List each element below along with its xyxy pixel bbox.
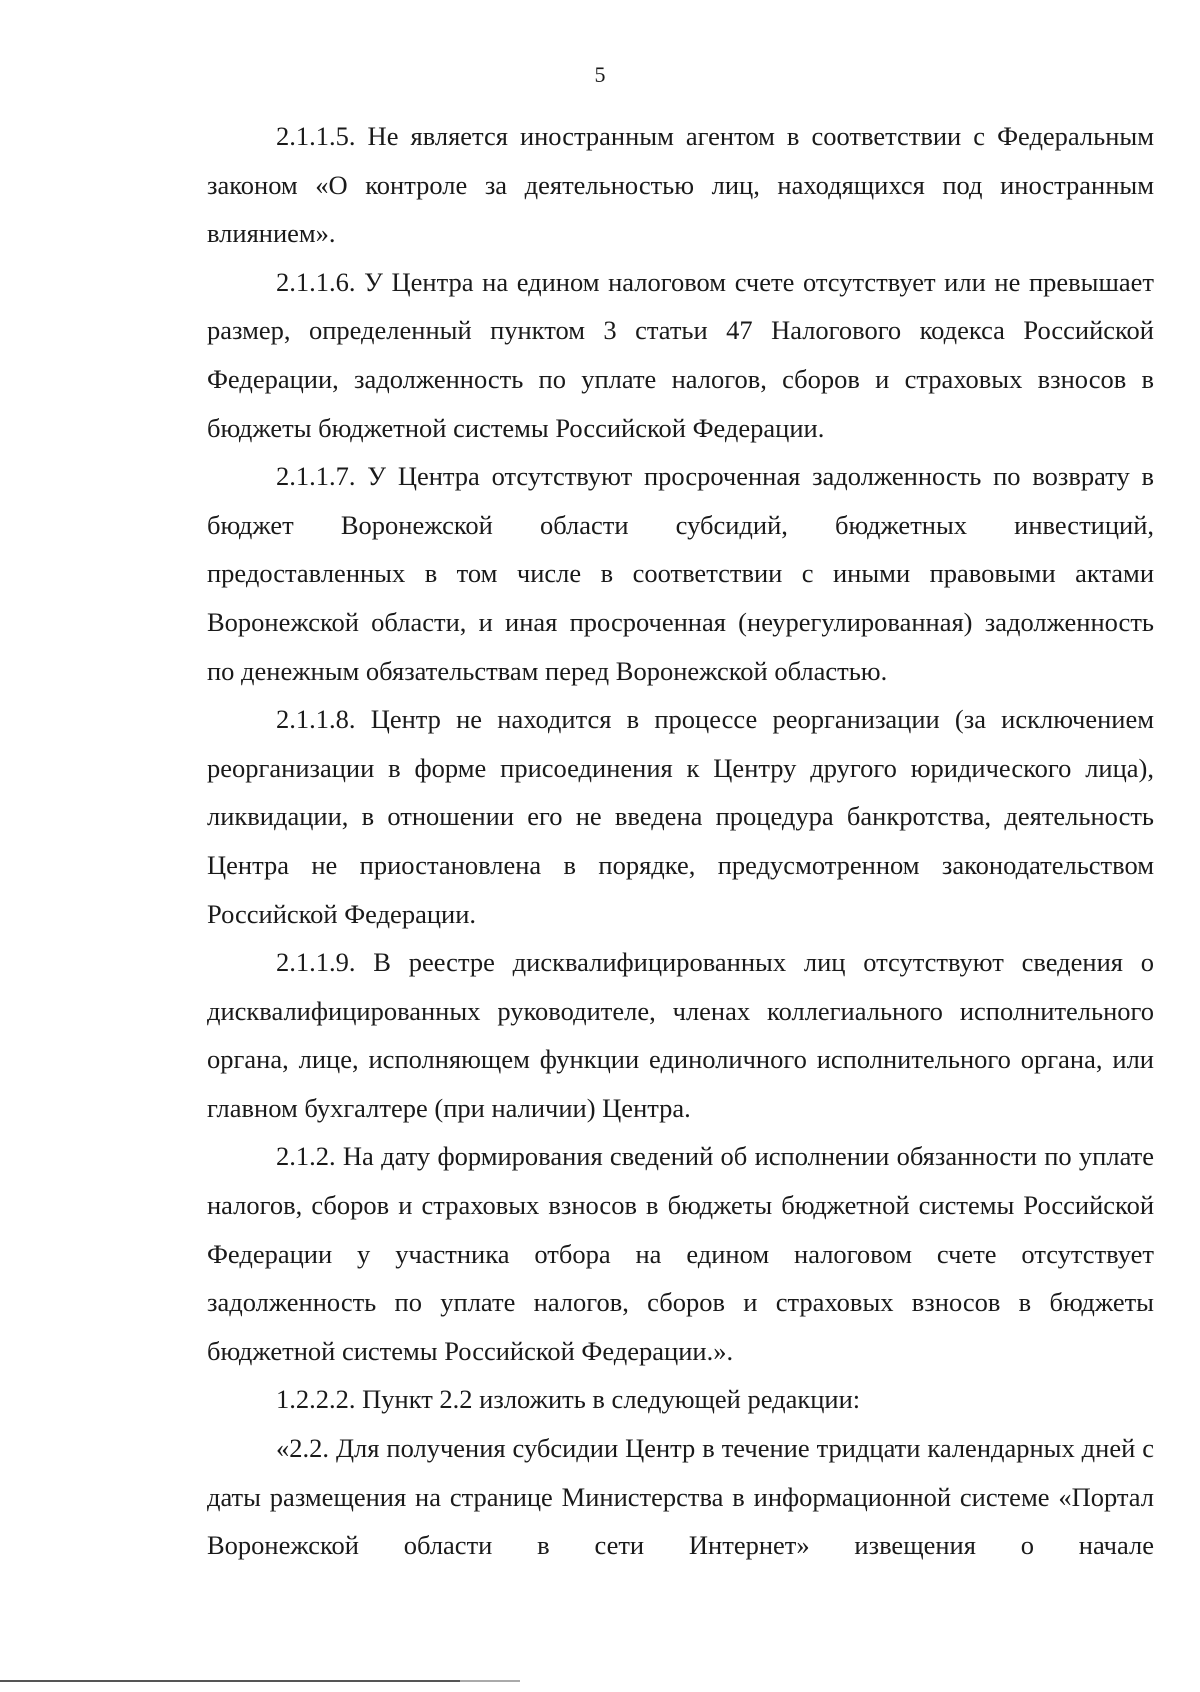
paragraph-1-2-2-2: 1.2.2.2. Пункт 2.2 изложить в следующей редакции: xyxy=(276,1384,861,1415)
paragraph-2-2: «2.2. Для получения субсидии Центр в течение тридцати календарных дней с даты размещения на странице Министерства в информационной системе «Портал Воронежской области в сети Интернет» извещения о начале xyxy=(207,1433,1154,1561)
page-number: 5 xyxy=(594,62,606,87)
scan-edge-line xyxy=(0,1680,520,1682)
paragraph-2-1-1-8: 2.1.1.8. Центр не находится в процессе реорганизации (за исключением реорганизации в форме присоединения к Центру другого юридического лица), ликвидации, в отношении его не введена процедура банкротства, деятельность Центра не приостановлена в порядке, предусмотренном законодательством Российской Федерации. xyxy=(207,704,1154,929)
paragraph-2-1-1-5: 2.1.1.5. Не является иностранным агентом в соответствии с Федеральным законом «О контроле за деятельностью лиц, находящихся под иностранным влиянием». xyxy=(207,121,1154,249)
paragraph-2-1-2: 2.1.2. На дату формирования сведений об исполнении обязанности по уплате налогов, сборов и страховых взносов в бюджеты бюджетной системы Российской Федерации у участника отбора на едином налоговом счете отсутствует задолженность по уплате налогов, сборов и страховых взносов в бюджеты бюджетной системы Российской Федерации.». xyxy=(207,1141,1154,1366)
document-body xyxy=(207,112,1154,1570)
paragraph-2-1-1-7: 2.1.1.7. У Центра отсутствуют просроченная задолженность по возврату в бюджет Воронежской области субсидий, бюджетных инвестиций, предоставленных в том числе в соответствии с иными правовыми актами Воронежской области, и иная просроченная (неурегулированная) задолженность по денежным обязательствам перед Воронежской областью. xyxy=(207,461,1154,686)
paragraph-2-1-1-9: 2.1.1.9. В реестре дисквалифицированных лиц отсутствуют сведения о дисквалифицированных руководителе, членах коллегиального исполнительного органа, лице, исполняющем функции единоличного исполнительного органа, или главном бухгалтере (при наличии) Центра. xyxy=(207,947,1154,1123)
scan-edge-line-tail xyxy=(460,1680,520,1682)
paragraph-2-1-1-6: 2.1.1.6. У Центра на едином налоговом счете отсутствует или не превышает размер, определенный пунктом 3 статьи 47 Налогового кодекса Российской Федерации, задолженность по уплате налогов, сборов и страховых взносов в бюджеты бюджетной системы Российской Федерации. xyxy=(207,266,1154,443)
